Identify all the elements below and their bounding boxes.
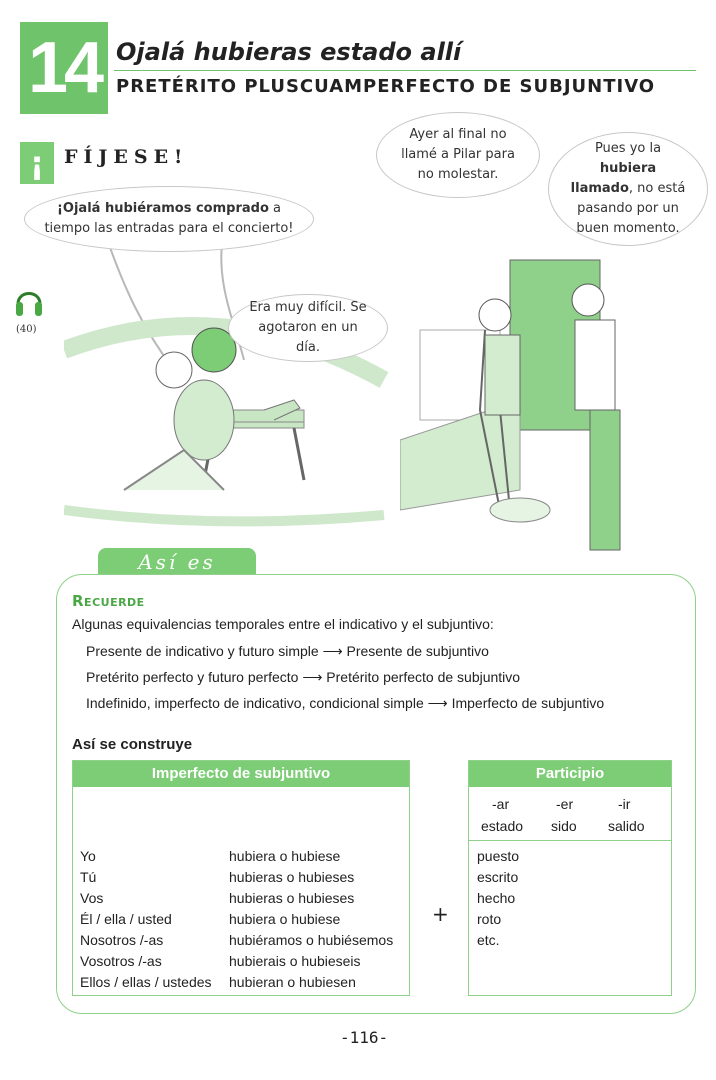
pronoun-cell: Vosotros /-as [80,953,162,969]
bubble-text: Era muy difícil. Se agotaron en un día. [249,300,367,355]
fijese-mark: ¡ [20,142,54,184]
example-ir: salido [608,818,645,834]
irregular-participle: etc. [477,932,500,948]
plus-sign: + [432,902,449,926]
recuerde-heading: Recuerde [72,592,145,610]
irregular-participle: puesto [477,848,520,864]
irregular-participle: roto [477,911,502,927]
speech-bubble-left-top [24,186,314,252]
form-cell: hubieran o hubiesen [229,974,356,990]
example-ar: estado [481,818,524,834]
speech-bubble-left-mid [228,294,388,362]
pronoun-cell: Nosotros /-as [80,932,164,948]
example-er: sido [551,818,577,834]
unit-title: Ojalá hubieras estado allí [116,38,462,66]
unit-subtitle: PRETÉRITO PLUSCUAMPERFECTO DE SUBJUNTIVO [116,76,656,97]
equivalence-line: Pretérito perfecto y futuro perfecto ⟶ Pretérito perfecto de subjuntivo [86,669,521,685]
speech-bubble-right-side [548,132,708,246]
form-cell: hubiéramos o hubiésemos [229,932,394,948]
unit-number-badge: 14 [20,22,108,114]
fijese-heading: FÍJESE! [64,146,189,168]
irregular-participle: hecho [477,890,516,906]
form-cell: hubierais o hubieseis [229,953,361,969]
form-cell: hubieras o hubieses [229,869,355,885]
imperfecto-table-header: Imperfecto de subjuntivo [73,761,409,787]
participio-table-header: Participio [469,761,671,787]
street-conversation-illustration [400,210,700,560]
park-bench-illustration [64,230,394,530]
ending-ir: -ir [618,796,631,812]
bubble-bold-text: hubiera llamado [570,161,657,196]
bubble-text: a tiempo las entradas para el concierto! [44,201,294,236]
ending-ar: -ar [492,796,510,812]
pronoun-cell: Tú [80,869,97,885]
construye-heading: Así se construye [72,736,193,753]
form-cell: hubieras o hubieses [229,890,355,906]
equivalence-line: Presente de indicativo y futuro simple ⟶ Presente de subjuntivo [86,643,489,659]
ending-er: -er [556,796,574,812]
bubble-text: Ayer al final no llamé a Pilar para no molestar. [401,127,515,182]
pronoun-cell: Vos [80,890,104,906]
form-cell: hubiera o hubiese [229,911,341,927]
bubble-text: , no está pasando por un buen momento. [576,181,686,236]
bubble-bold-text: ¡Ojalá hubiéramos comprado [57,201,269,216]
equivalence-line: Indefinido, imperfecto de indicativo, condicional simple ⟶ Imperfecto de subjuntivo [86,695,605,711]
asi-es-tab: Así es [98,548,256,574]
page-number: -116- [340,1028,389,1047]
participio-divider [469,840,671,841]
bubble-text: Pues yo la [594,141,662,156]
pronoun-cell: Él / ella / usted [80,911,172,927]
pronoun-cell: Ellos / ellas / ustedes [80,974,212,990]
title-divider [114,70,696,71]
headphones-icon[interactable] [14,282,44,322]
speech-bubble-right-top [376,112,540,198]
irregular-participle: escrito [477,869,519,885]
audio-track-number: (40) [16,324,37,335]
pronoun-cell: Yo [80,848,96,864]
form-cell: hubiera o hubiese [229,848,341,864]
equivalences-intro: Algunas equivalencias temporales entre el indicativo y el subjuntivo: [72,616,494,632]
